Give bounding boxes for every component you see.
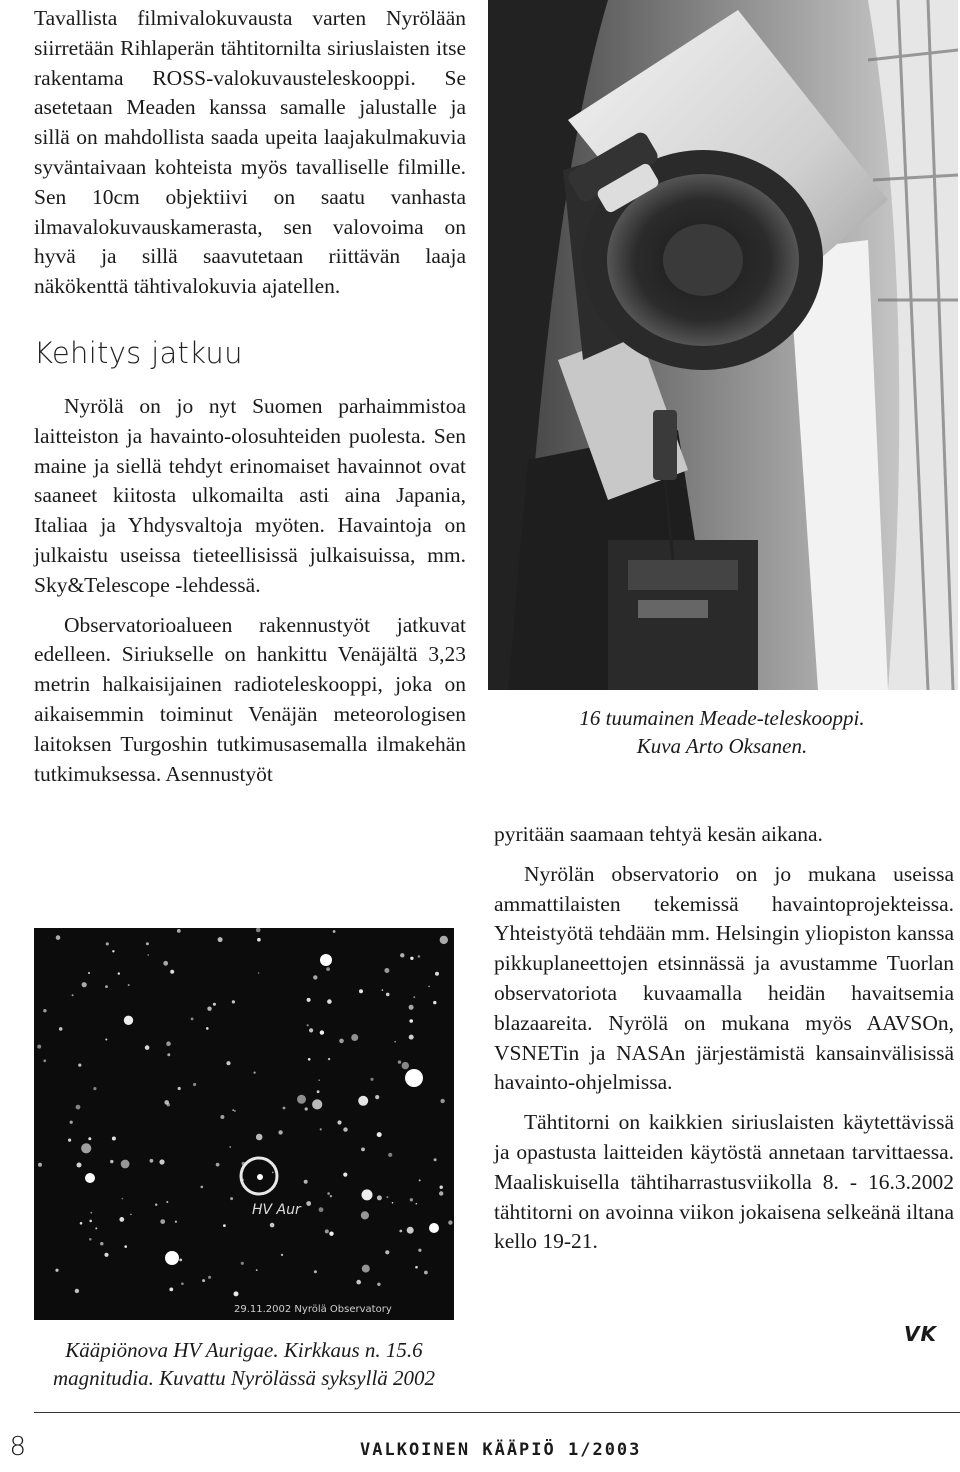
star (337, 1120, 341, 1124)
star (124, 1016, 133, 1025)
bright-star (429, 1223, 439, 1233)
star (160, 1219, 165, 1224)
star (104, 1253, 108, 1257)
star (208, 1276, 211, 1279)
star (146, 942, 149, 945)
star (167, 1053, 170, 1056)
star (145, 1045, 150, 1050)
star (424, 1271, 428, 1275)
bright-star (85, 1173, 95, 1183)
star (419, 1179, 421, 1181)
star (440, 936, 448, 944)
star (105, 985, 108, 988)
star (147, 954, 149, 956)
star (82, 982, 87, 987)
star-field-image (34, 928, 454, 1320)
star (320, 1030, 324, 1034)
star (398, 1060, 401, 1063)
star (121, 1160, 130, 1169)
star (232, 1109, 234, 1111)
star (386, 993, 390, 997)
star (89, 1220, 92, 1223)
star (328, 1058, 330, 1060)
star (128, 984, 130, 986)
star (283, 1107, 286, 1110)
star (358, 1096, 368, 1106)
star (81, 1143, 91, 1153)
star (413, 996, 415, 998)
author-signature: VK (904, 1322, 937, 1346)
star (326, 967, 330, 971)
star (339, 1039, 344, 1044)
star (375, 1095, 379, 1099)
star (234, 1110, 236, 1112)
star (440, 1186, 443, 1189)
bright-star (165, 1251, 179, 1265)
star (191, 1018, 194, 1021)
star (361, 1148, 365, 1152)
star (410, 957, 413, 960)
star (95, 1227, 97, 1229)
star (343, 1173, 347, 1177)
star (59, 1027, 63, 1031)
bright-star (320, 954, 332, 966)
star (385, 1250, 389, 1254)
star (110, 1160, 113, 1163)
star (230, 1197, 233, 1200)
star (394, 1041, 396, 1043)
star-caption-line2: magnitudia. Kuvattu Nyrölässä syksyllä 2002 (52, 1366, 436, 1390)
star (76, 1105, 81, 1110)
star (234, 1291, 239, 1296)
star (362, 1265, 370, 1273)
star (402, 1062, 409, 1069)
star (193, 1083, 196, 1086)
star (382, 989, 384, 991)
star (418, 955, 421, 958)
star (256, 1134, 263, 1141)
star (359, 989, 363, 993)
star (330, 1195, 332, 1197)
star (72, 994, 74, 996)
star (333, 930, 336, 933)
paragraph-construction: Observatorioalueen rakennustyöt jatkuvat edelleen. Siriukselle on hankittu Venäjältä 3,23 metrin halkaisijainen radioteleskooppi, joka on aikaisemmin toiminut Venäjän meteorologisen laitoksen Turgoshin tutkimusasemalla ilmakehän tutkimuksessa. Asennustyöt (34, 612, 466, 786)
star (448, 1220, 452, 1224)
star (155, 1204, 157, 1206)
star (281, 1254, 283, 1256)
star (327, 1192, 330, 1195)
star (313, 975, 317, 979)
star-label: HV Aur (252, 1202, 301, 1218)
star (370, 1078, 373, 1081)
star (400, 953, 404, 957)
star (418, 1249, 421, 1252)
right-column (494, 820, 954, 1257)
star (220, 1115, 224, 1119)
page-number: 8 (9, 1432, 26, 1462)
star (169, 1288, 173, 1292)
star (122, 1198, 124, 1200)
star (343, 1127, 347, 1131)
star (218, 937, 223, 942)
star (179, 1259, 182, 1262)
star (150, 1159, 154, 1163)
paragraph-summer: pyritään saamaan tehtyä kesän aikana. (494, 822, 823, 846)
star (305, 1107, 308, 1110)
left-column (34, 4, 466, 789)
telescope-photo (488, 0, 958, 690)
star (356, 1280, 361, 1285)
star (55, 1269, 58, 1272)
star (434, 1158, 437, 1161)
star (386, 1196, 388, 1198)
star (307, 1024, 309, 1026)
star (56, 935, 61, 940)
star (270, 1223, 275, 1228)
star (201, 1186, 204, 1189)
star (207, 1007, 211, 1011)
star-field-caption (24, 1336, 464, 1392)
star (100, 1242, 103, 1245)
star (320, 1128, 322, 1130)
star (124, 1245, 127, 1248)
star (325, 1229, 329, 1233)
star (89, 1238, 92, 1241)
star (409, 1035, 414, 1040)
star (175, 1221, 177, 1223)
star-caption-line1: Kääpiönova HV Aurigae. Kirkkaus n. 15.6 (65, 1338, 423, 1362)
star (410, 1198, 413, 1201)
star (409, 1019, 413, 1023)
star (88, 972, 90, 974)
star (272, 1172, 274, 1174)
star (75, 1289, 79, 1293)
star (166, 1041, 171, 1046)
star (202, 1279, 205, 1282)
star (226, 1061, 230, 1065)
star (439, 1191, 443, 1195)
star (163, 961, 168, 966)
star (304, 1180, 308, 1184)
star (43, 1059, 46, 1062)
star (416, 1203, 418, 1205)
star (257, 938, 261, 942)
star (317, 1090, 320, 1093)
star (206, 1027, 209, 1030)
star (216, 1163, 220, 1167)
star (278, 1130, 282, 1134)
star (306, 1201, 311, 1206)
star (37, 1045, 41, 1049)
star (362, 1189, 373, 1200)
star (435, 972, 439, 976)
star (388, 1153, 392, 1157)
star (166, 1201, 168, 1203)
star (105, 1039, 107, 1041)
star (232, 1000, 235, 1003)
star (118, 972, 120, 974)
paragraph-ross-telescope: Tavallista filmivalokuvausta varten Nyrölään siirretään Rihlaperän tähtitornilta siriuslaisten itse rakentama ROSS-valokuvausteleskooppi. Se asetetaan Meaden kanssa samalle jalustalle ja sillä on mahdollista saada upeita laajakulmakuvia syväntaivaan kohteista myös tavalliselle filmille. Sen 10cm objektiivi on saatu vanhasta ilmavalokuvauskamerasta, sen valovoima on hyvä ja sillä saavutetaan riittävän laaja näkökenttä tähtivalokuvia ajatellen. (34, 6, 466, 299)
star (399, 1230, 402, 1233)
footer-rule (34, 1412, 960, 1413)
star (392, 1202, 394, 1204)
star (78, 1064, 81, 1067)
star (241, 1262, 244, 1265)
star (223, 1224, 226, 1227)
star (177, 929, 181, 933)
star (319, 1207, 324, 1212)
paragraph-projects: Nyrölän observatorio on jo mukana useissa ammattilaisten tekemissä havaintoprojekteissa. Yhteistyötä tehdään mm. Helsingin yliopiston kanssa pikkuplaneettojen etsinnässä ja avustamme Tuorlan observatoriota kuvaamalla heidän havaitsemia blazaareita. Nyrölä on mukana myös AAVSOn, VSNETin ja NASAn järjestämistä kansainvälisissä havainto-ohjelmissa. (494, 861, 954, 1095)
paragraph-nyrola-reputation: Nyrölä on jo nyt Suomen parhaimmistoa laitteiston ja havainto-olosuhteiden puolesta. Sen maine ja siellä tehdyt erinomaiset havainnot ovat saaneet kiitosta ulkomailta asti aina Japania, Italiaa ja Yhdysvaltoja myöten. Havaintoja on julkaistu useissa tieteellisissä julkaisuissa, mm. Sky&Telescope -lehdessä. (34, 393, 466, 597)
star (440, 1099, 444, 1103)
star (159, 1159, 164, 1164)
telescope-caption-line2: Kuva Arto Oksanen. (636, 734, 808, 758)
paragraph-access: Tähtitorni on kaikkien siriuslaisten käytettävissä ja opastusta laitteiden käytöstä annetaan tarvittaessa. Maaliskuisella tähtiharrastusviikolla 8. - 16.3.2002 tähtitorni on avoinna viikon jokaisena selkeänä iltana kello 19-21. (494, 1110, 954, 1254)
star (407, 1227, 414, 1234)
star (258, 972, 260, 974)
star (130, 1214, 132, 1216)
star (309, 1028, 313, 1032)
star (377, 1283, 380, 1286)
star (327, 999, 332, 1004)
telescope-illustration (488, 0, 958, 690)
star (112, 950, 114, 952)
star (170, 970, 174, 974)
star (112, 1137, 116, 1141)
star (415, 1266, 418, 1269)
star (314, 1270, 317, 1273)
star (307, 998, 311, 1002)
star (351, 1034, 358, 1041)
star (384, 968, 389, 973)
star (312, 1099, 322, 1109)
photo-timestamp: 29.11.2002 Nyrölä Observatory (234, 1304, 392, 1315)
star (80, 1222, 83, 1225)
star (433, 1001, 436, 1004)
star (178, 1087, 181, 1090)
star (119, 1217, 124, 1222)
star (428, 986, 430, 988)
publication-title: VALKOINEN KÄÄPIÖ 1/2003 (360, 1440, 642, 1460)
star (88, 1137, 91, 1140)
star (106, 942, 109, 945)
star (70, 1121, 73, 1124)
star (409, 1005, 414, 1010)
star (377, 1132, 382, 1137)
star (256, 1269, 258, 1271)
star (68, 1139, 71, 1142)
bright-star (405, 1069, 423, 1087)
section-heading: Kehitys jatkuu (34, 335, 243, 370)
star-field-photo (34, 928, 454, 1320)
star (229, 1146, 231, 1148)
star (377, 1195, 382, 1200)
star (329, 1232, 333, 1236)
star (308, 1058, 311, 1061)
star (213, 1003, 216, 1006)
telescope-caption-line1: 16 tuumainen Meade-teleskooppi. (579, 706, 865, 730)
star (318, 1079, 320, 1081)
star (77, 1163, 82, 1168)
star (254, 1072, 256, 1074)
telescope-caption (494, 704, 950, 760)
star (93, 1087, 96, 1090)
star (90, 1212, 92, 1214)
star (361, 1211, 369, 1219)
star (164, 1100, 169, 1105)
star (181, 1282, 184, 1285)
star (297, 1095, 306, 1104)
star (38, 1163, 42, 1167)
star (43, 1009, 46, 1012)
